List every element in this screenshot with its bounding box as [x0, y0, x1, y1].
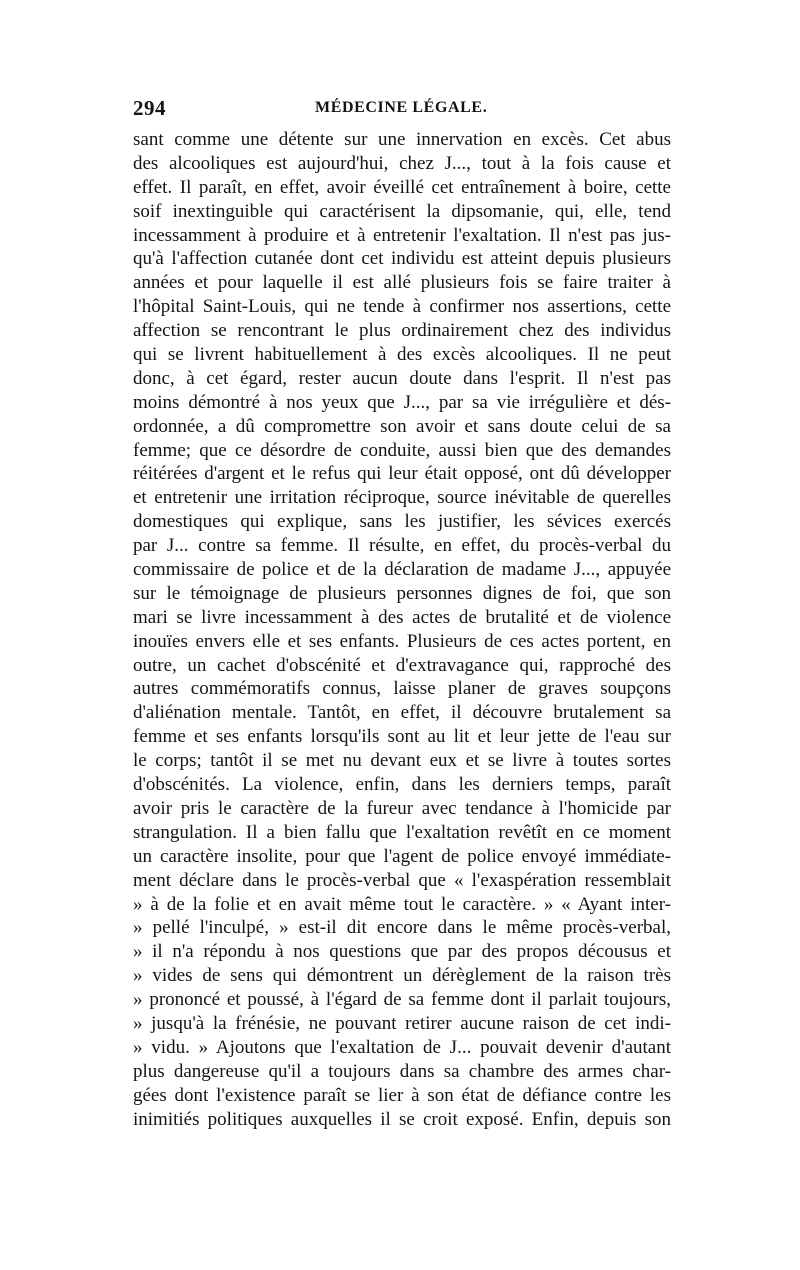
text-line: outre, un cachet d'obscénité et d'extravagance qui, rapproché des — [133, 654, 671, 676]
text-line: et entretenir une irritation réciproque, source inévitable de querelles — [133, 487, 671, 509]
text-line: autres commémoratifs connus, laisse planer de graves soupçons — [133, 678, 671, 700]
running-title: MÉDECINE LÉGALE. — [315, 99, 488, 116]
text-line: sur le témoignage de plusieurs personnes dignes de foi, que son — [133, 582, 671, 604]
text-line: effet. Il paraît, en effet, avoir éveillé cet entraînement à boire, cette — [133, 176, 671, 198]
text-line: » vidu. » Ajoutons que l'exaltation de J... pouvait devenir d'autant — [133, 1036, 671, 1058]
text-line: sant comme une détente sur une innervation en excès. Cet abus — [133, 129, 671, 150]
body-text — [133, 128, 671, 1131]
text-line: des alcooliques est aujourd'hui, chez J..., tout à la fois cause et — [133, 152, 671, 174]
text-line: un caractère insolite, pour que l'agent de police envoyé immédiate- — [133, 845, 671, 867]
page-number: 294 — [133, 96, 166, 120]
text-line: par J... contre sa femme. Il résulte, en effet, du procès-verbal du — [133, 535, 671, 557]
text-line: gées dont l'existence paraît se lier à son état de défiance contre les — [133, 1084, 671, 1106]
running-head — [133, 96, 673, 122]
text-line: » il n'a répondu à nos questions que par des propos décousus et — [133, 941, 671, 963]
text-line: » pellé l'inculpé, » est-il dit encore dans le même procès-verbal, — [133, 917, 671, 939]
text-line: moins démontré à nos yeux que J..., par sa vie irrégulière et dés- — [133, 391, 671, 413]
text-line: l'hôpital Saint-Louis, qui ne tende à confirmer nos assertions, cette — [133, 296, 671, 318]
text-line: » prononcé et poussé, à l'égard de sa femme dont il parlait toujours, — [133, 989, 671, 1011]
text-line: affection se rencontrant le plus ordinairement chez des individus — [133, 320, 671, 342]
text-line: donc, à cet égard, rester aucun doute dans l'esprit. Il n'est pas — [133, 367, 671, 389]
text-line: le corps; tantôt il se met nu devant eux et se livre à toutes sortes — [133, 750, 671, 772]
text-line: ment déclare dans le procès-verbal que « l'exaspération ressemblait — [133, 869, 671, 891]
text-line: mari se livre incessamment à des actes de brutalité et de violence — [133, 606, 671, 628]
text-line: d'aliénation mentale. Tantôt, en effet, il découvre brutalement sa — [133, 702, 671, 724]
text-line: incessamment à produire et à entretenir l'exaltation. Il n'est pas jus- — [133, 224, 671, 246]
text-line: domestiques qui explique, sans les justifier, les sévices exercés — [133, 511, 671, 533]
text-line: » vides de sens qui démontrent un dérèglement de la raison très — [133, 965, 671, 987]
text-line: qu'à l'affection cutanée dont cet individu est atteint depuis plusieurs — [133, 248, 671, 270]
text-line: ordonnée, a dû compromettre son avoir et sans doute celui de sa — [133, 415, 671, 437]
text-line: d'obscénités. La violence, enfin, dans les derniers temps, paraît — [133, 774, 671, 796]
text-line: strangulation. Il a bien fallu que l'exaltation revêtît en ce moment — [133, 821, 671, 843]
text-line: » à de la folie et en avait même tout le caractère. » « Ayant inter- — [133, 893, 671, 915]
text-line: commissaire de police et de la déclaration de madame J..., appuyée — [133, 559, 671, 581]
text-line: soif inextinguible qui caractérisent la dipsomanie, qui, elle, tend — [133, 200, 671, 222]
text-line: plus dangereuse qu'il a toujours dans sa chambre des armes char- — [133, 1060, 671, 1082]
text-line: réitérées d'argent et le refus qui leur était opposé, ont dû développer — [133, 463, 671, 485]
text-line: femme et ses enfants lorsqu'ils sont au lit et leur jette de l'eau sur — [133, 726, 671, 748]
text-line: femme; que ce désordre de conduite, aussi bien que des demandes — [133, 439, 671, 461]
text-line: avoir pris le caractère de la fureur avec tendance à l'homicide par — [133, 797, 671, 819]
text-line: années et pour laquelle il est allé plusieurs fois se faire traiter à — [133, 272, 671, 294]
text-line: inimitiés politiques auxquelles il se croit exposé. Enfin, depuis son — [133, 1108, 671, 1130]
text-line: » jusqu'à la frénésie, ne pouvant retirer aucune raison de cet indi- — [133, 1012, 671, 1034]
text-line: qui se livrent habituellement à des excès alcooliques. Il ne peut — [133, 344, 671, 366]
text-line: inouïes envers elle et ses enfants. Plusieurs de ces actes portent, en — [133, 630, 671, 652]
